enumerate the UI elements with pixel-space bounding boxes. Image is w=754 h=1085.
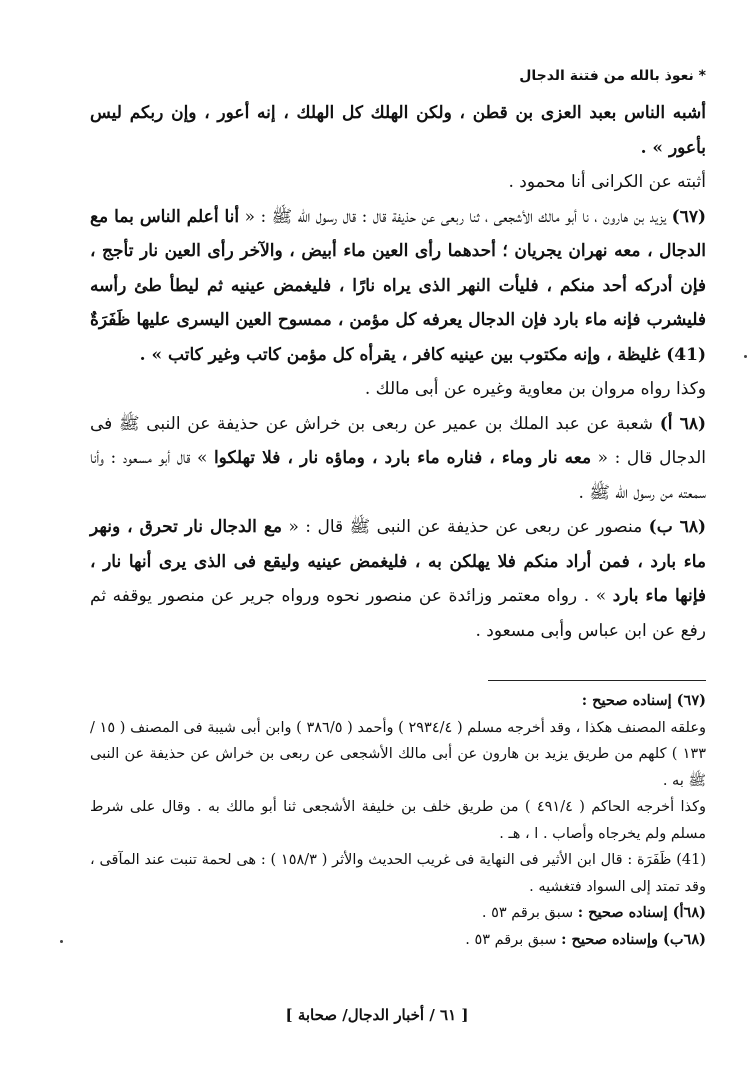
hadith-isnad: شعبة عن عبد الملك بن عمير عن ربعى بن خراش عن حذيفة عن النبى ﷺ فى الدجال قال : « — [90, 413, 706, 468]
footnote-41 — [90, 847, 706, 900]
footnote-label: (41) ظَفَرَة : — [627, 852, 706, 868]
footnote-68b — [90, 927, 706, 954]
hadith-isnad: يزيد بن هارون ، نا أبو مالك الأشجعى ، ثنا ربعى عن حذيفة قال : قال رسول الله ﷺ : « — [244, 206, 667, 227]
hadith-tail: » . رواه معتمر وزائدة عن منصور نحوه ورواه جرير عن منصور يوقفه ثم رفع عن ابن عباس وأبى مسعود . — [90, 586, 706, 641]
hadith-number: (٦٧) — [671, 206, 706, 227]
footnote-label: (٦٨أ) إسناده صحيح : — [577, 904, 706, 921]
hadith-continuation: أشبه الناس بعبد العزى بن قطن ، ولكن الهلك كل الهلك ، إنه أعور ، وإن ربكم ليس بأعور » . — [90, 103, 706, 158]
footnote-text: قال ابن الأثير فى النهاية فى غريب الحديث والأثر ( ١٥٨/٣ ) : هى لحمة تنبت عند المآقى ، وقد تمتد إلى السواد فتغشيه . — [90, 852, 706, 895]
hadith-matn: مع الدجال نار تحرق ، ونهر ماء بارد ، فمن أراد منكم فلا يهلكن به ، فليغمض عينيه وليقع فى الذى يرى أنها نار ، فإنها ماء بارد — [90, 517, 706, 606]
footnote-67-hakim: وكذا أخرجه الحاكم ( ٤٩١/٤ ) من طريق خلف بن خليفة الأشجعى ثنا أبو مالك به . وقال على شرط مسلم ولم يخرجاه وأصاب . ا ، هـ . — [90, 799, 706, 842]
footnote-text: سبق برقم ٥٣ . — [481, 905, 574, 921]
hadith-number: (٦٨ ب) — [648, 517, 706, 537]
main-text — [90, 96, 706, 648]
footnote-text: سبق برقم ٥٣ . — [465, 931, 557, 948]
hadith-67 — [90, 200, 706, 373]
scan-speck — [60, 940, 63, 943]
hadith-68b — [90, 510, 706, 648]
narration-note: وكذا رواه مروان بن معاوية وغيره عن أبى مالك . — [364, 379, 706, 399]
running-header: * نعوذ بالله من فتنة الدجال — [519, 68, 706, 84]
hadith-matn: معه نار وماء ، فناره ماء بارد ، وماؤه نار ، فلا تهلكوا — [213, 448, 592, 468]
hadith-tail: » قال أبو مسعود : وأنا سمعته من رسول الله ﷺ . — [90, 448, 706, 503]
page-footer: [ ٦١ / أخبار الدجال/ صحابة ] — [285, 1006, 469, 1024]
footnotes — [90, 688, 706, 953]
hadith-68a — [90, 407, 706, 511]
footnote-label: (٦٧) إسناده صحيح : — [581, 692, 706, 709]
footnote-label: (٦٨ب) وإسناده صحيح : — [561, 930, 706, 948]
attribution-line: أثبته عن الكرانى أنا محمود . — [508, 172, 706, 192]
footnote-67 — [90, 688, 706, 715]
hadith-number: (٦٨ أ) — [659, 413, 706, 434]
hadith-matn: أنا أعلم الناس بما مع الدجال ، معه نهران يجريان ؛ أحدهما رأى العين ماء أبيض ، والآخر رأى العين نار تأجج ، فإن أدركه أحد منكم ، فليأت النهر الذى يراه نارًا ، فليغمض عينيه ثم ليطأ طئ رأسه فليشرب فإنه ماء بارد فإن الدجال يعرفه كل مؤمن ، ممسوح العين اليسرى عليها ظَفَرَةٌ (41) غليظة ، وإنه مكتوب بين عينيه كافر ، يقرأه كل مؤمن كاتب وغير كاتب » . — [90, 206, 706, 365]
footnote-divider — [488, 680, 706, 681]
hadith-isnad: منصور عن ربعى عن حذيفة عن النبى ﷺ قال : « — [288, 517, 643, 537]
scan-speck — [744, 355, 747, 358]
footnote-68a — [90, 900, 706, 927]
footnote-67-text: وعلقه المصنف هكذا ، وقد أخرجه مسلم ( ٢٩٣٤/٤ ) وأحمد ( ٣٨٦/٥ ) وابن أبى شيبة فى المصنف ( ١٥ / ١٣٣ ) كلهم من طريق يزيد بن هارون عن أبى مالك الأشجعى عن ربعى بن خراش عن حذيفة عن النبى ﷺ به . — [90, 719, 706, 789]
